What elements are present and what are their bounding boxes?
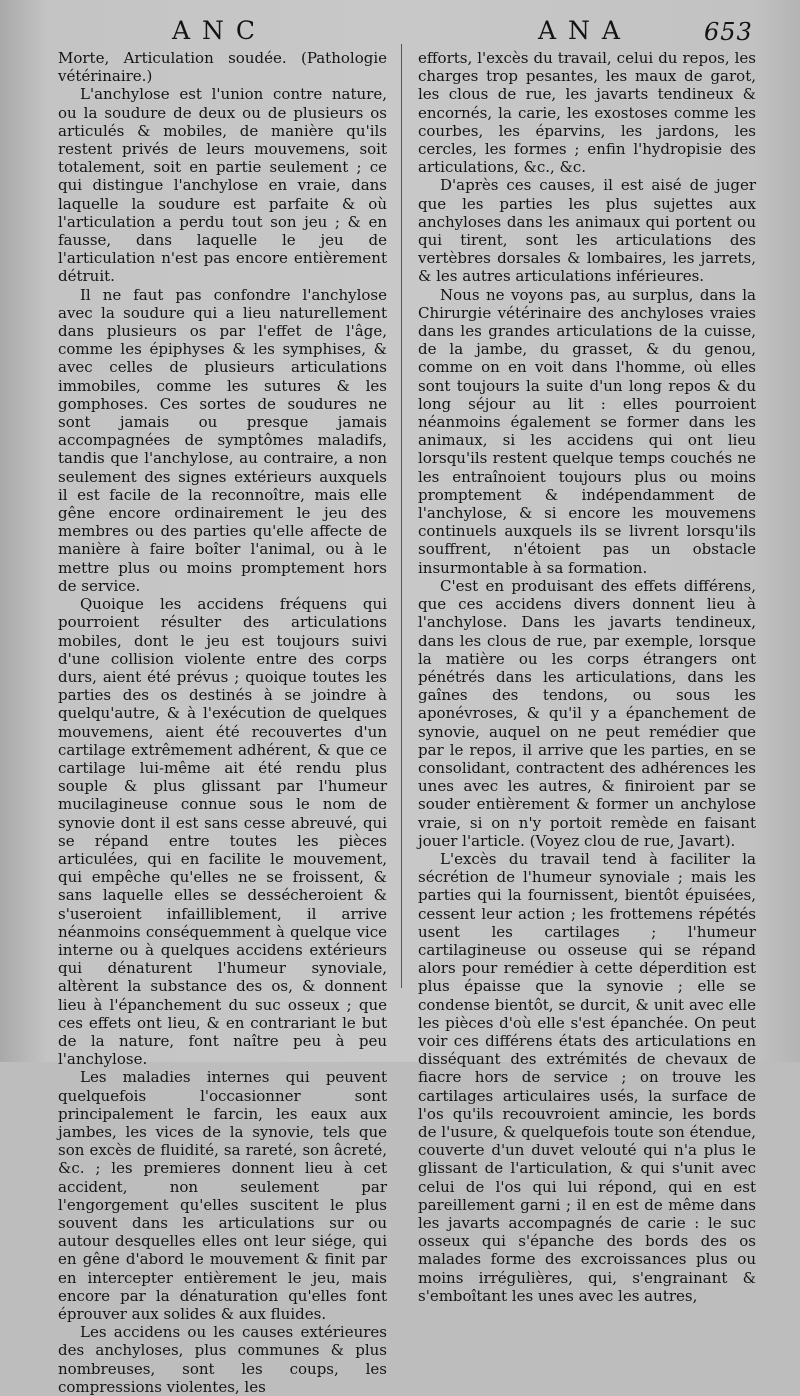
running-head-left: ANC	[172, 16, 268, 45]
right-column	[418, 49, 756, 1305]
paragraph: D'après ces causes, il est aisé de juger que les parties les plus sujettes aux anchyloses dans les animaux qui portent ou qui tirent, sont les articulations des vertèbres dorsales & lombaires, les jarrets, & les autres articulations inférieures.	[418, 176, 756, 286]
paragraph: C'est en produisant des effets différens, que ces accidens divers donnent lieu à l'anchylose. Dans les javarts tendineux, dans les clous de rue, par exemple, lorsque la matière ou les corps étrangers ont pénétrés dans les articulations, dans les gaînes des tendons, ou sous les aponévroses, & qu'il y a épanchement de synovie, auquel on ne peut remédier que par le repos, il arrive que les parties, en se consolidant, contractent des adhérences les unes avec les autres, & finiroient par se souder entièrement & former un anchylose vraie, si on n'y portoit remède en faisant jouer l'article. (Voyez clou de rue, Javart).	[418, 576, 756, 850]
entry-heading-continuation: Morte, Articulation soudée. (Pathologie vétérinaire.)	[58, 49, 387, 86]
running-head	[0, 16, 800, 52]
column-divider	[401, 44, 402, 988]
left-column	[58, 49, 387, 1396]
paragraph: Il ne faut pas confondre l'anchylose avec la soudure qui a lieu naturellement dans plusieurs os par l'effet de l'âge, comme les épiphyses & les symphises, & avec celles de plusieurs articulations immobiles, comme les sutures & les gomphoses. Ces sortes de soudures ne sont jamais ou presque jamais accompagnées de symptômes maladifs, tandis que l'anchylose, au contraire, a non seulement des signes extérieurs auxquels il est facile de la reconnoître, mais elle gêne encore ordinairement le jeu des membres ou des parties qu'elle affecte de manière à faire boîter l'animal, ou à le mettre plus ou moins promptement hors de service.	[58, 285, 387, 595]
paragraph: Les maladies internes qui peuvent quelquefois l'occasionner sont principalement le farcin, les eaux aux jambes, les vices de la synovie, tels que son excès de fluidité, sa rareté, son âcreté, &c. ; les premieres donnent lieu à cet accident, non seulement par l'engorgement qu'elles suscitent le plus souvent dans les articulations sur ou autour desquelles elles ont leur siége, qui en gêne d'abord le mouvement & finit par en intercepter entièrement le jeu, mais encore par la dénaturation qu'elles font éprouver aux solides & aux fluides.	[58, 1068, 387, 1324]
paragraph: L'anchylose est l'union contre nature, ou la soudure de deux ou de plusieurs os articulés & mobiles, de manière qu'ils restent privés de leurs mouvemens, soit totalement, soit en partie seulement ; ce qui distingue l'anchylose en vraie, dans laquelle la soudure est parfaite & où l'articulation a perdu tout son jeu ; & en fausse, dans laquelle le jeu de l'articulation n'est pas encore entièrement détruit.	[58, 85, 387, 286]
paragraph: Les accidens ou les causes extérieures des anchyloses, plus communes & plus nombreuses, sont les coups, les compressions violentes, les	[58, 1323, 387, 1396]
paragraph: Nous ne voyons pas, au surplus, dans la Chirurgie vétérinaire des anchyloses vraies dans les grandes articulations de la cuisse, de la jambe, du grasset, & du genou, comme on en voit dans l'homme, où elles sont toujours la suite d'un long repos & du long séjour au lit : elles pourroient néanmoins également se former dans les animaux, si les accidens qui ont lieu lorsqu'ils restent quelque temps couchés ne les entraînoient toujours plus ou moins promptement & indépendamment de l'anchylose, & si encore les mouvemens continuels auxquels ils se livrent lorsqu'ils souffrent, n'étoient pas un obstacle insurmontable à sa formation.	[418, 285, 756, 577]
paragraph: Quoique les accidens fréquens qui pourroient résulter des articulations mobiles, dont le jeu est toujours suivi d'une collision violente entre des corps durs, aient été prévus ; quoique toutes les parties des os destinés à se joindre à quelqu'autre, & à l'exécution de quelques mouvemens, aient été recouvertes d'un cartilage extrêmement adhérent, & que ce cartilage lui-même ait été rendu plus souple & plus glissant par l'humeur mucilagineuse connue sous le nom de synovie dont il est sans cesse abreuvé, qui se répand entre toutes les pièces articulées, qui en facilite le mouvement, qui empêche qu'elles ne se froissent, & sans laquelle elles se dessécheroient & s'useroient infailliblement, il arrive néanmoins conséquemment à quelque vice interne ou à quelques accidens extérieurs qui dénaturent l'humeur synoviale, altèrent la substance des os, & donnent lieu à l'épanchement du suc osseux ; que ces effets ont lieu, & en contrariant le but de la nature, font naître peu à peu l'anchylose.	[58, 595, 387, 1069]
paragraph: L'excès du travail tend à faciliter la sécrétion de l'humeur synoviale ; mais les parties qui la fournissent, bientôt épuisées, cessent leur action ; les frottemens répétés usent les cartilages ; l'humeur cartilagineuse ou osseuse qui se répand alors pour remédier à cette déperdition est plus épaisse que la synovie ; elle se condense bientôt, se durcit, & unit avec elle les pièces d'où elle s'est épanchée. On peut voir ces différens états des articulations en disséquant des extrémités de chevaux de fiacre hors de service ; on trouve les cartilages articulaires usés, la surface de l'os qu'ils recouvroient amincie, les bords de l'usure, & quelquefois toute son étendue, couverte d'un duvet velouté qui n'a plus le glissant de l'articulation, & qui s'unit avec celui de l'os qui lui répond, qui en est pareillement garni ; il en est de même dans les javarts accompagnés de carie : le suc osseux qui s'épanche des bords des os malades forme des excroissances plus ou moins irrégulières, qui, s'engrainant & s'emboîtant les unes avec les autres,	[418, 849, 756, 1305]
running-head-right: ANA	[538, 16, 632, 45]
paragraph: efforts, l'excès du travail, celui du repos, les charges trop pesantes, les maux de garot, les clous de rue, les javarts tendineux & encornés, la carie, les exostoses comme les courbes, les éparvins, les jardons, les cercles, les formes ; enfin l'hydropisie des articulations, &c., &c.	[418, 49, 756, 177]
page-number: 653	[704, 18, 753, 46]
